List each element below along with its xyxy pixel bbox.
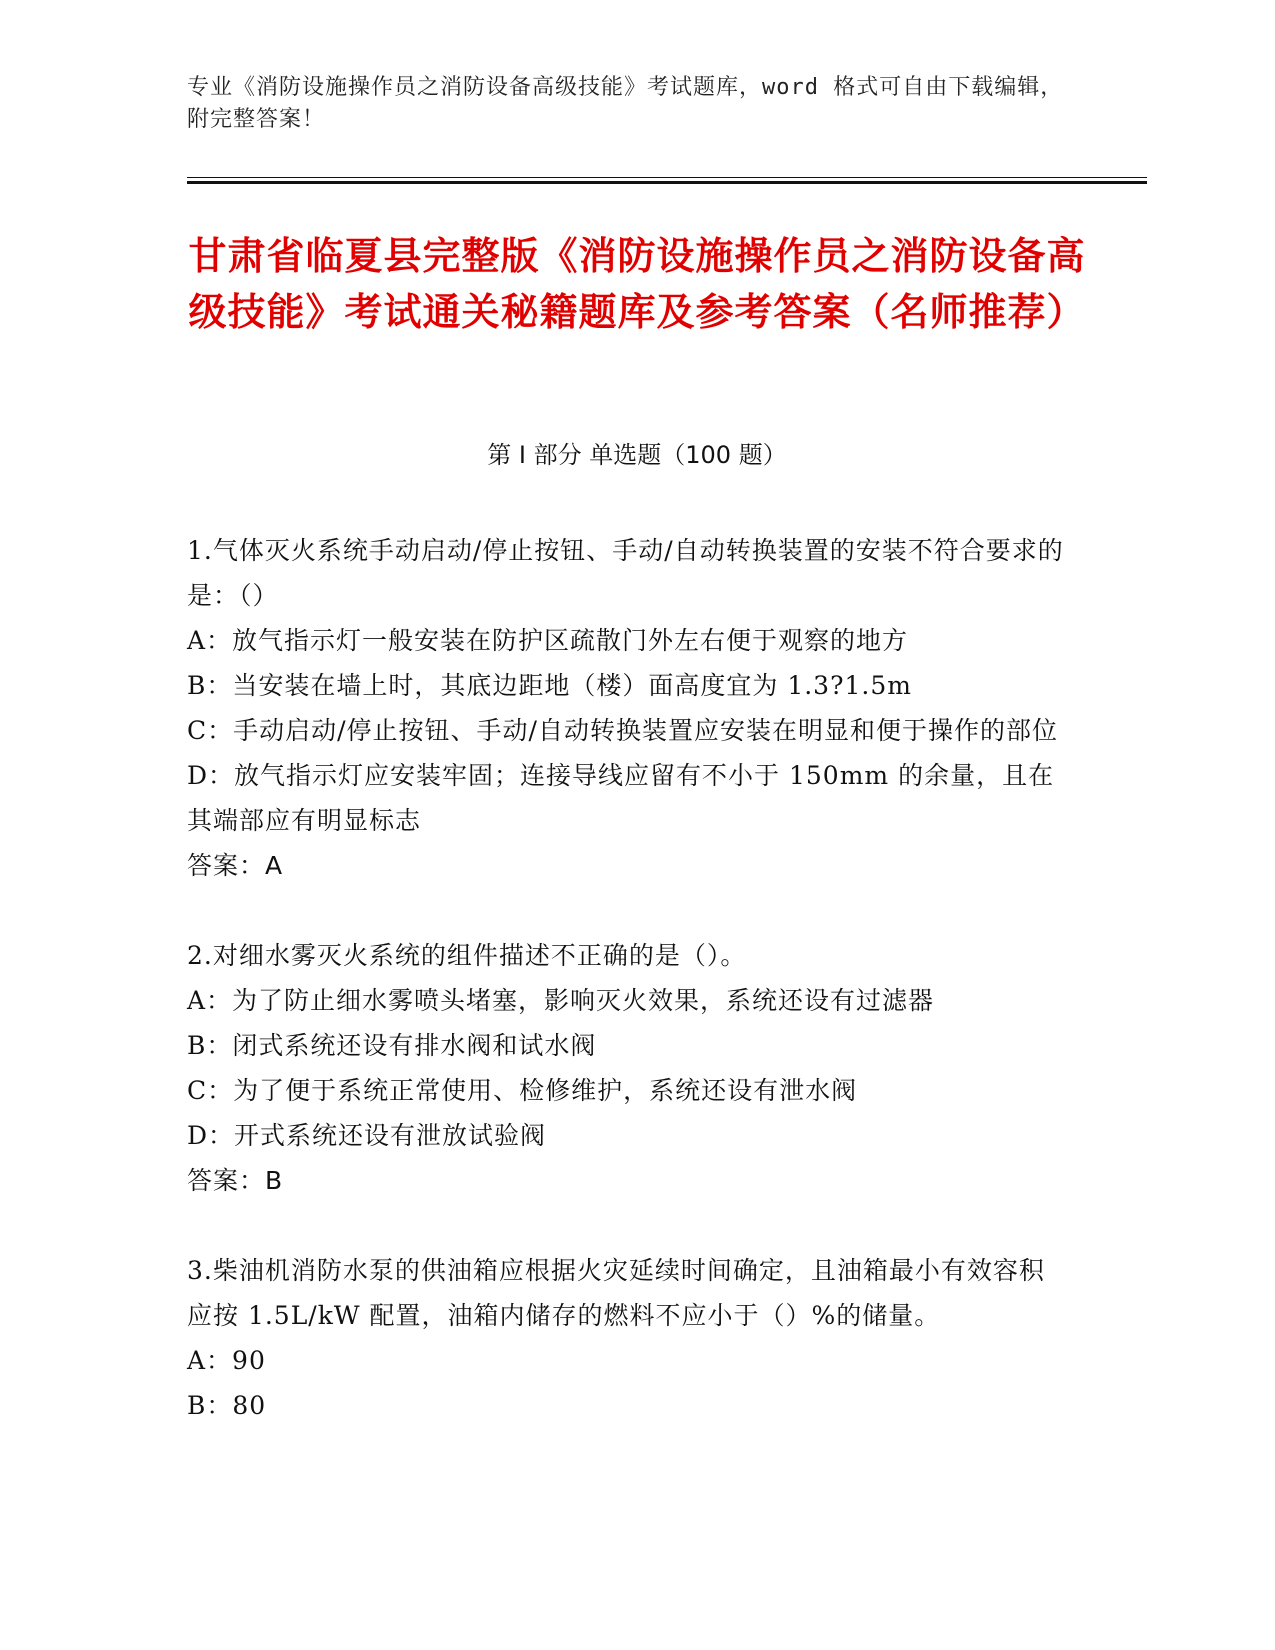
answer: 答案：A — [187, 851, 284, 880]
option-c: C：手动启动/停止按钮、手动/自动转换装置应安装在明显和便于操作的部位 — [187, 716, 1058, 745]
question-text: 3.柴油机消防水泵的供油箱应根据火灾延续时间确定，且油箱最小有效容积应按 1.5L/kW 配置，油箱内储存的燃料不应小于（）%的储量。 — [187, 1256, 1045, 1330]
option-a: A：放气指示灯一般安装在防护区疏散门外左右便于观察的地方 — [187, 626, 909, 655]
question-list — [187, 528, 1067, 1473]
question-text: 2.对细水雾灭火系统的组件描述不正确的是（）。 — [187, 941, 747, 970]
document-title: 甘肃省临夏县完整版《消防设施操作员之消防设备高级技能》考试通关秘籍题库及参考答案（名师推荐） — [188, 234, 1086, 334]
question-3 — [187, 1248, 1067, 1428]
answer: 答案：B — [187, 1166, 284, 1195]
option-d: D：放气指示灯应安装牢固；连接导线应留有不小于 150mm 的余量，且在其端部应有明显标志 — [187, 761, 1055, 835]
option-b: B：当安装在墙上时，其底边距地（楼）面高度宜为 1.3?1.5m — [187, 671, 912, 700]
option-c: C：为了便于系统正常使用、检修维护，系统还设有泄水阀 — [187, 1076, 858, 1105]
header-note: 专业《消防设施操作员之消防设备高级技能》考试题库，word 格式可自由下载编辑，附完整答案！ — [187, 75, 1064, 132]
question-2 — [187, 933, 1067, 1203]
option-b: B：闭式系统还设有排水阀和试水阀 — [187, 1031, 597, 1060]
question-text: 1.气体灭火系统手动启动/停止按钮、手动/自动转换装置的安装不符合要求的是：（） — [187, 536, 1064, 610]
option-a: A：为了防止细水雾喷头堵塞，影响灭火效果，系统还设有过滤器 — [187, 986, 935, 1015]
header-divider-thick — [187, 181, 1147, 184]
option-d: D：开式系统还设有泄放试验阀 — [187, 1121, 547, 1150]
header-divider-thin — [187, 177, 1147, 178]
question-1 — [187, 528, 1067, 888]
option-b: B：80 — [187, 1391, 267, 1420]
section-title: 第 I 部分 单选题（100 题） — [487, 441, 787, 469]
option-a: A：90 — [187, 1346, 266, 1375]
